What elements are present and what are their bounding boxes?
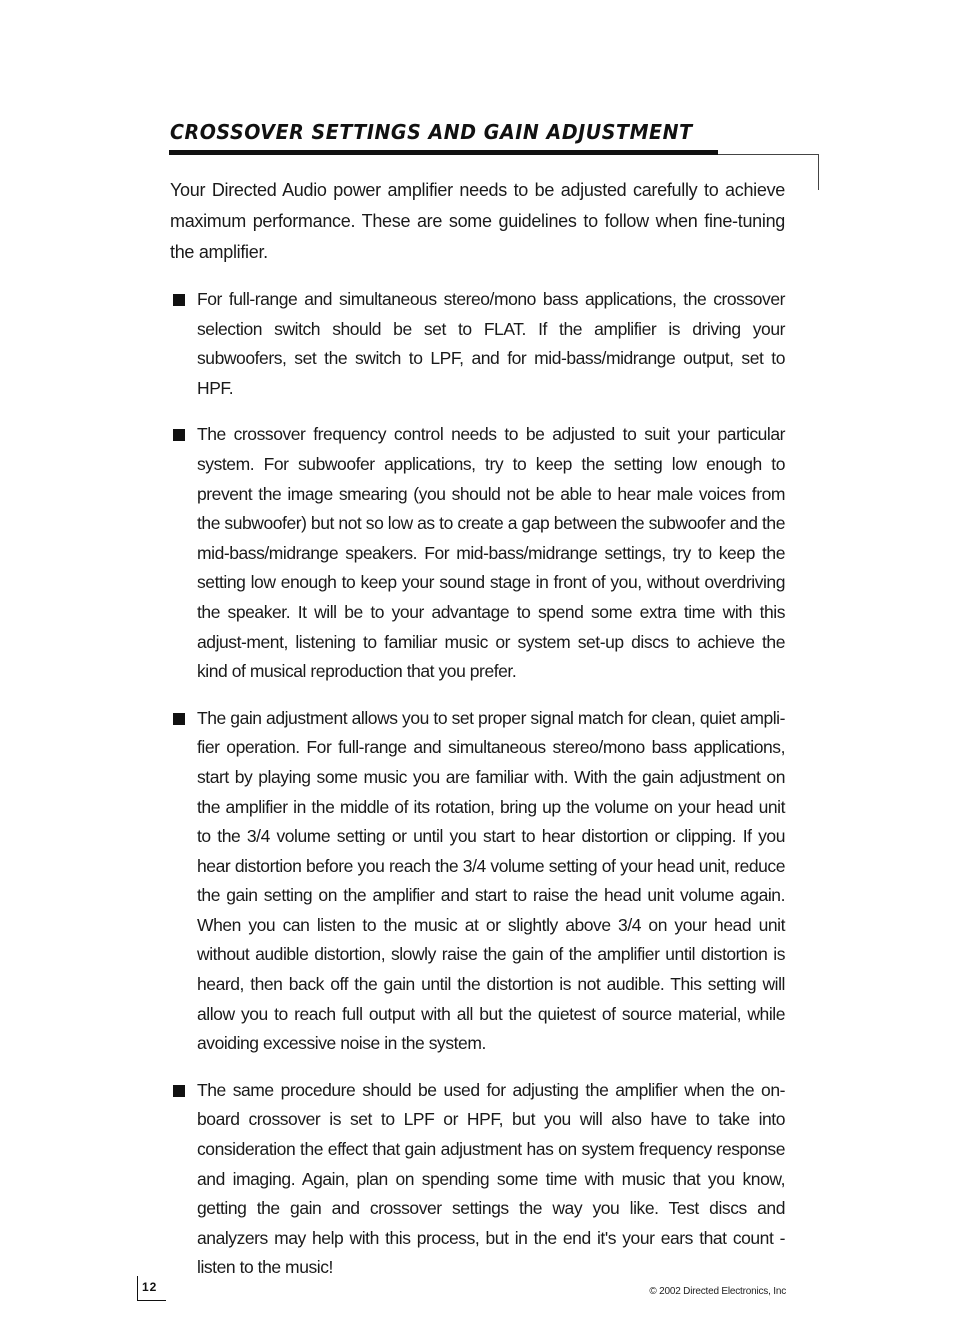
intro-paragraph: Your Directed Audio power amplifier needs to be adjusted carefully to achieve maximum performance. These are some guidelines to follow when fine-tuning the amplifier.	[170, 180, 785, 262]
bullet-text: The same procedure should be used for adjusting the amplifier when the on-board crossover is set to LPF or HPF, but you will also have to take into consideration the effect that gain adjustment has on system frequency response and imaging. Again, plan on spending some time with music that you know, getting the gain and crossover settings the way you like. Test discs and analyzers may help with this process, but in the end it's your ears that count - listen to the music!	[197, 1079, 785, 1278]
square-bullet-icon	[173, 713, 185, 725]
bullet-list	[170, 285, 785, 1300]
copyright-notice: © 2002 Directed Electronics, Inc	[649, 1286, 786, 1297]
bullet-item-crossover-frequency	[170, 420, 785, 686]
section-heading: CROSSOVER SETTINGS AND GAIN ADJUSTMENT	[170, 120, 693, 144]
square-bullet-icon	[173, 294, 185, 306]
page-number: 12	[142, 1280, 158, 1294]
square-bullet-icon	[173, 1085, 185, 1097]
frame-line-top	[718, 154, 819, 155]
bullet-item-gain-adjustment	[170, 704, 785, 1059]
square-bullet-icon	[173, 429, 185, 441]
bullet-item-crossover-switch	[170, 285, 785, 403]
heading-underline	[169, 150, 718, 155]
bullet-item-lpf-hpf-procedure	[170, 1076, 785, 1283]
bullet-text: For full-range and simultaneous stereo/mono bass applications, the crossover selection switch should be set to FLAT. If the amplifier is driving your subwoofers, set the switch to LPF, and for mid-bass/midrange output, set to HPF.	[197, 289, 785, 398]
bullet-text: The gain adjustment allows you to set proper signal match for clean, quiet ampli-fier operation. For full-range and simultaneous stereo/mono bass applications, start by playing some music you are familiar with. With the gain adjustment on the amplifier in the middle of its rotation, bring up the volume on your head unit to the 3/4 volume setting or until you start to hear distortion or clipping. If you hear distortion before you reach the 3/4 volume setting of your head unit, reduce the gain setting on the amplifier and start to raise the head unit volume again. When you can listen to the music at or slightly above 3/4 on your head unit without audible distortion, slowly raise the gain of the amplifier until distortion is heard, then back off the gain until the distortion is not audible. This setting will allow you to reach full output with all but the quietest of source material, while avoiding excessive noise in the system.	[197, 707, 785, 1054]
bullet-text: The crossover frequency control needs to be adjusted to suit your particular system. For subwoofer applications, try to keep the setting low enough to prevent the image smearing (you should not be able to hear male voices from the subwoofer) but not so low as to create a gap between the subwoofer and the mid-bass/midrange speakers. For mid-bass/midrange settings, try to keep the setting low enough to keep your sound stage in front of you, without overdriving the speaker. It will be to your advantage to spend some extra time with this adjust-ment, listening to familiar music or system set-up discs to achieve the kind of musical reproduction that you prefer.	[197, 424, 785, 682]
frame-line-right	[818, 154, 819, 190]
